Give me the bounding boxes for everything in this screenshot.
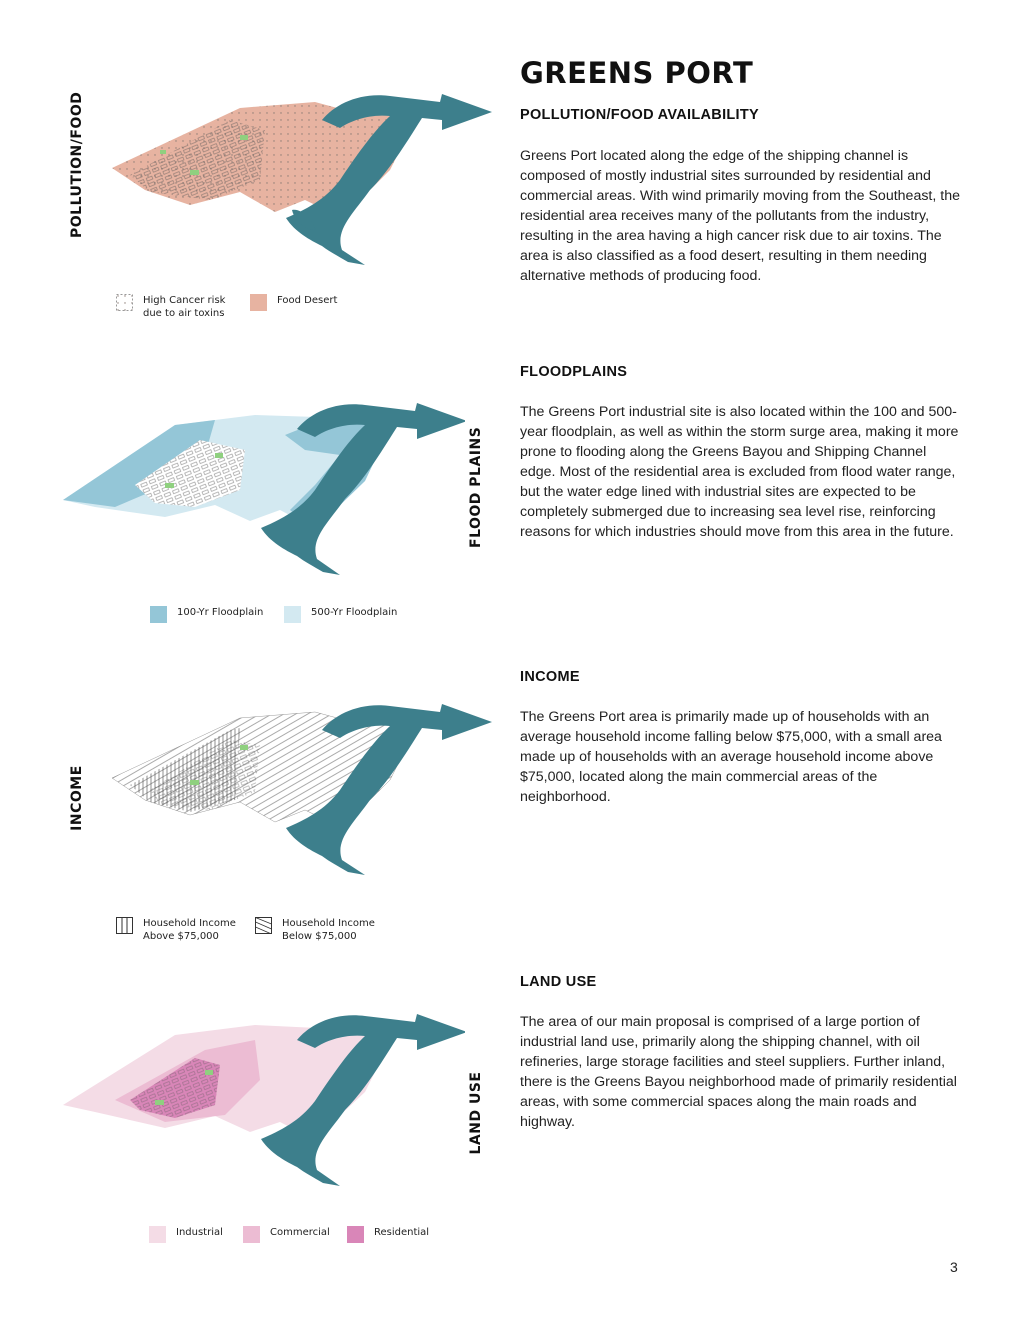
floodplain-100-swatch-icon — [150, 606, 167, 623]
section-heading-land-use: LAND USE — [520, 974, 597, 990]
income-map — [90, 700, 500, 890]
green-space — [240, 135, 248, 140]
section-text-land-use: The area of our main proposal is comprised of a large portion of industrial land use, primarily along the shipping channel, with oil refineries, large storage facilities and steel suppliers. Further inland, there is the Greens Bayou neighborhood made of primarily residential areas, with some commercial spaces along the main roads and highway. — [520, 1014, 957, 1130]
legend-label: Food Desert — [277, 295, 338, 306]
vertical-hatch-swatch-icon — [116, 917, 133, 934]
residential-swatch-icon — [347, 1226, 364, 1243]
legend-item-food-desert — [250, 294, 337, 311]
legend-item-commercial — [243, 1226, 330, 1243]
legend-label: Commercial — [270, 1227, 330, 1238]
pollution-food-map — [90, 90, 500, 280]
green-space — [165, 483, 174, 488]
legend-item-residential — [347, 1226, 429, 1243]
diagonal-hatch-swatch-icon — [255, 917, 272, 934]
food-desert-swatch-icon — [250, 294, 267, 311]
page-number: 3 — [950, 1259, 958, 1275]
section-heading-pollution: POLLUTION/FOOD AVAILABILITY — [520, 107, 760, 123]
green-space — [160, 150, 166, 154]
green-space — [205, 1070, 213, 1075]
legend-item-floodplain-100 — [150, 606, 263, 623]
legend-label: High Cancer risk due to air toxins — [143, 295, 226, 319]
legend-label: 500-Yr Floodplain — [311, 607, 398, 618]
map-label-pollution: POLLUTION/FOOD — [69, 91, 85, 238]
green-space — [155, 1100, 164, 1105]
section-text-income: The Greens Port area is primarily made up of households with an average household income falling below $75,000, with a small area made up of households with an average household income above $75,000, located along the main commercial areas of the neighborhood. — [520, 709, 942, 805]
legend-item-floodplain-500 — [284, 606, 397, 623]
section-heading-income: INCOME — [520, 669, 580, 685]
floodplain-500-swatch-icon — [284, 606, 301, 623]
legend-label: 100-Yr Floodplain — [177, 607, 264, 618]
green-space — [190, 170, 199, 175]
map-label-land-use: LAND USE — [468, 1071, 484, 1155]
legend-item-industrial — [149, 1226, 223, 1243]
industrial-swatch-icon — [149, 1226, 166, 1243]
section-text-floodplains: The Greens Port industrial site is also located within the 100 and 500-year floodplain, as well as within the storm surge area, making it more prone to flooding along the Greens Bayou and Shipping Channel edge. Most of the residential area is excluded from flood water range, but the water edge lined with industrial sites are expected to be completely submerged due to increasing sea level rise, reinforcing reasons for which industries should move from this area in the future. — [520, 404, 959, 540]
legend-label: Household Income Above $75,000 — [143, 918, 236, 942]
floodplains-map — [55, 395, 465, 590]
green-space — [190, 780, 199, 785]
dotted-swatch-icon — [116, 294, 133, 311]
legend-item-income-above — [116, 917, 236, 943]
map-label-floodplains: FLOOD PLAINS — [468, 426, 484, 548]
legend-label: Residential — [374, 1227, 430, 1238]
legend-item-income-below — [255, 917, 375, 943]
green-space — [215, 453, 223, 458]
commercial-swatch-icon — [243, 1226, 260, 1243]
legend-label: Industrial — [176, 1227, 223, 1238]
land-use-map — [55, 1010, 465, 1200]
legend-item-cancer-risk — [116, 294, 225, 320]
legend-label: Household Income Below $75,000 — [282, 918, 375, 942]
page-title: GREENS PORT — [520, 56, 754, 90]
green-space — [240, 745, 248, 750]
section-text-pollution: Greens Port located along the edge of the shipping channel is composed of mostly industrial sites surrounded by residential and commercial areas. With wind primarily moving from the Southeast, the residential area receives many of the pollutants from the industry, resulting in the area having a high cancer risk due to air toxins. The area is also classified as a food desert, resulting in them needing alternative methods of producing food. — [520, 148, 960, 284]
section-heading-floodplains: FLOODPLAINS — [520, 364, 628, 380]
map-label-income: INCOME — [69, 765, 85, 831]
